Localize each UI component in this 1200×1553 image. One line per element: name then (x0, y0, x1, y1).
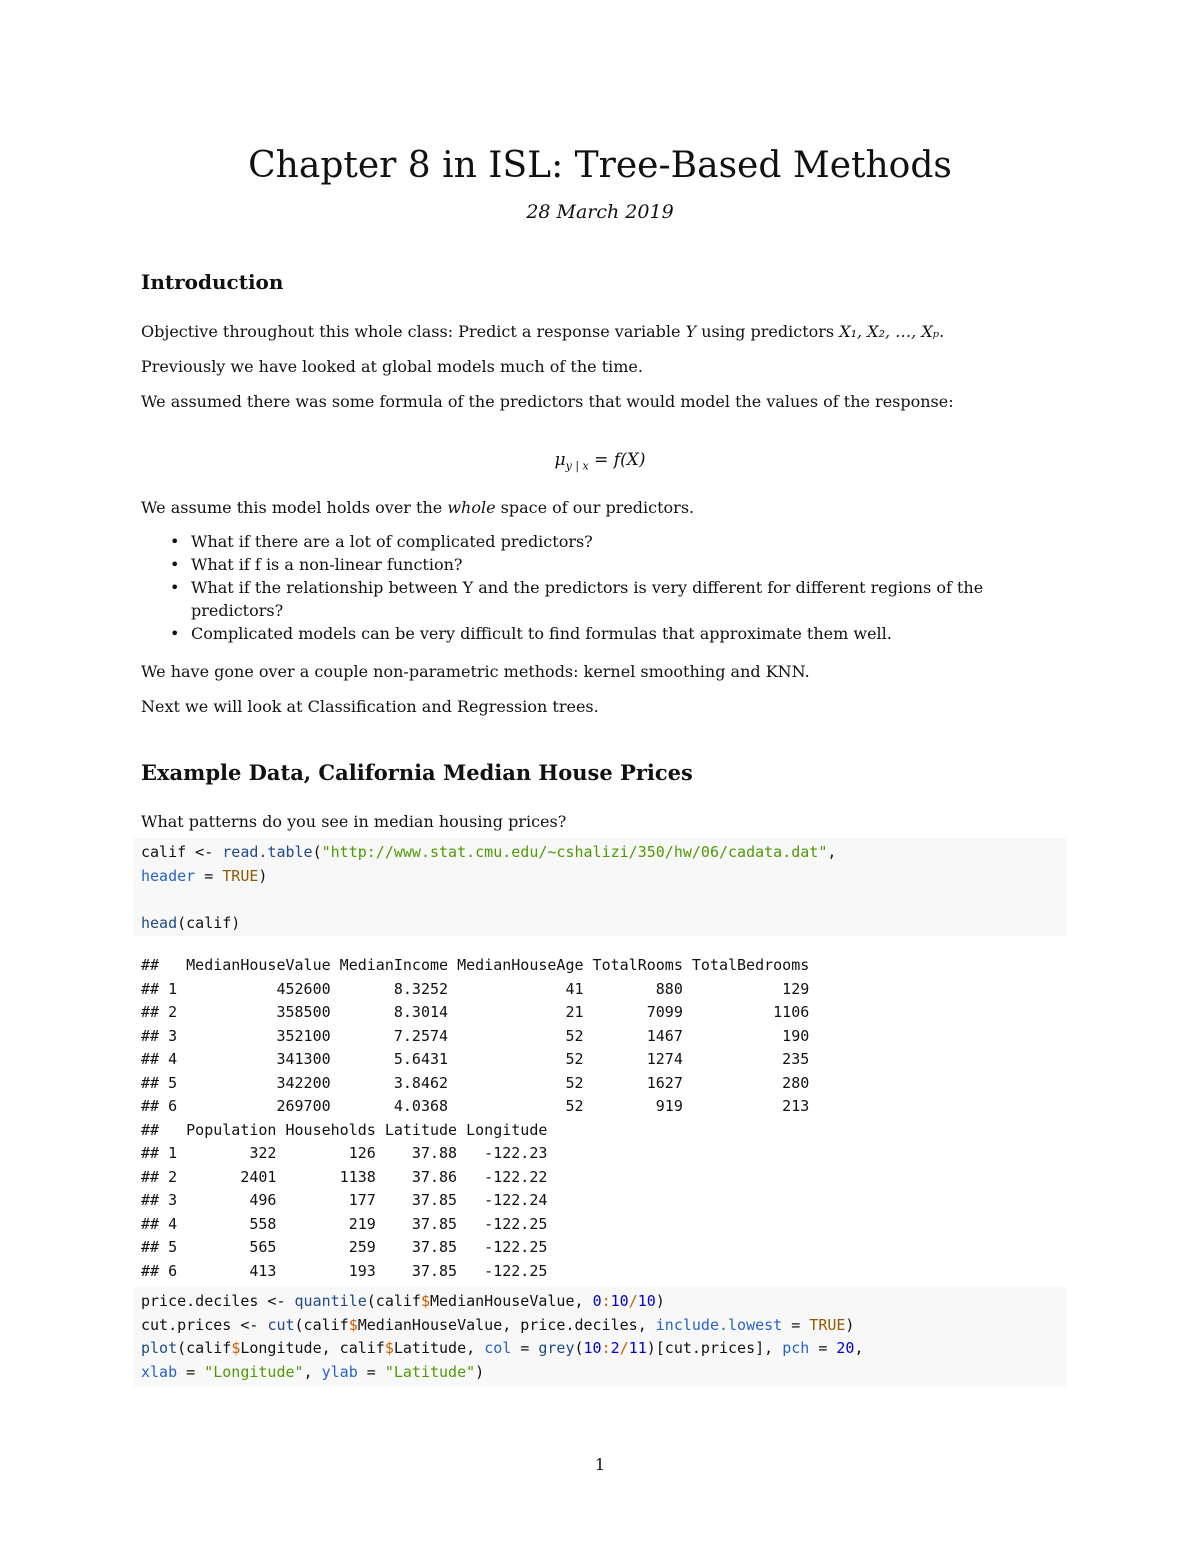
code-line: head(calif) (141, 913, 241, 932)
output-line: ## 1 452600 8.3252 41 880 129 (141, 979, 810, 998)
output-line: ## 4 341300 5.6431 52 1274 235 (141, 1050, 810, 1068)
intro-paragraph-objective: Objective throughout this whole class: Predict a response variable Y using predictors X₁, X₂, …, Xₚ. (141, 322, 945, 341)
list-item: • Complicated models can be very difficult to find formulas that approximate them well. (170, 624, 892, 643)
code-line: calif <- read.table("http://www.stat.cmu.edu/~cshalizi/350/hw/06/cadata.dat", (141, 843, 837, 861)
list-item: • What if there are a lot of complicated predictors? (170, 532, 593, 551)
output-line: ## 4 558 219 37.85 -122.25 (141, 1214, 548, 1233)
code-line: xlab = "Longitude", ylab = "Latitude") (141, 1362, 485, 1381)
equation-mean-response: $\mu_{y | x} = f(X)$ (554, 450, 646, 473)
output-line: ## 3 496 177 37.85 -122.24 (141, 1191, 548, 1209)
output-line: ## 2 2401 1138 37.86 -122.22 (141, 1167, 548, 1186)
code-plot-prices (141, 1290, 864, 1384)
r-output-head (141, 954, 809, 1283)
code-line: price.deciles <- quantile(calif$MedianHouseValue, 0:10/10) (141, 1292, 665, 1310)
section-heading-example-data: Example Data, California Median House Prices (141, 760, 693, 785)
example-question: What patterns do you see in median housing prices? (141, 812, 567, 831)
code-read-data (141, 841, 836, 935)
document-title: Chapter 8 in ISL: Tree-Based Methods (248, 145, 952, 186)
code-line: cut.prices <- cut(calif$MedianHouseValue, price.deciles, include.lowest = TRUE) (141, 1315, 855, 1334)
code-line: header = TRUE) (141, 866, 268, 885)
output-line: ## 3 352100 7.2574 52 1467 190 (141, 1026, 810, 1045)
intro-paragraph-nonparametric: We have gone over a couple non-parametric methods: kernel smoothing and KNN. (141, 662, 810, 681)
page-number: 1 (594, 1455, 606, 1474)
output-line: ## 6 413 193 37.85 -122.25 (141, 1261, 548, 1280)
section-heading-introduction: Introduction (141, 270, 284, 294)
output-line: ## 5 342200 3.8462 52 1627 280 (141, 1073, 810, 1092)
list-item: • What if the relationship between Y and the predictors is very different for different regions of the predictors? (170, 578, 984, 620)
question-bullet-list (141, 530, 1066, 645)
document-date: 28 March 2019 (526, 201, 674, 223)
list-item: • What if f is a non-linear function? (170, 555, 463, 574)
output-line: ## 5 565 259 37.85 -122.25 (141, 1238, 548, 1256)
intro-paragraph-global: Previously we have looked at global models much of the time. (141, 357, 643, 376)
output-line: ## 2 358500 8.3014 21 7099 1106 (141, 1003, 810, 1021)
output-line: ## MedianHouseValue MedianIncome MedianHouseAge TotalRooms TotalBedrooms (141, 956, 810, 974)
output-line: ## 6 269700 4.0368 52 919 213 (141, 1097, 810, 1115)
intro-paragraph-trees: Next we will look at Classification and Regression trees. (141, 697, 599, 716)
intro-paragraph-formula: We assumed there was some formula of the predictors that would model the values of the response: (141, 392, 954, 411)
code-line: plot(calif$Longitude, calif$Latitude, col = grey(10:2/11)[cut.prices], pch = 20, (141, 1339, 864, 1357)
output-line: ## 1 322 126 37.88 -122.23 (141, 1144, 548, 1162)
output-line: ## Population Households Latitude Longitude (141, 1120, 548, 1139)
intro-paragraph-whole-space: We assume this model holds over the whole space of our predictors. (141, 498, 695, 517)
